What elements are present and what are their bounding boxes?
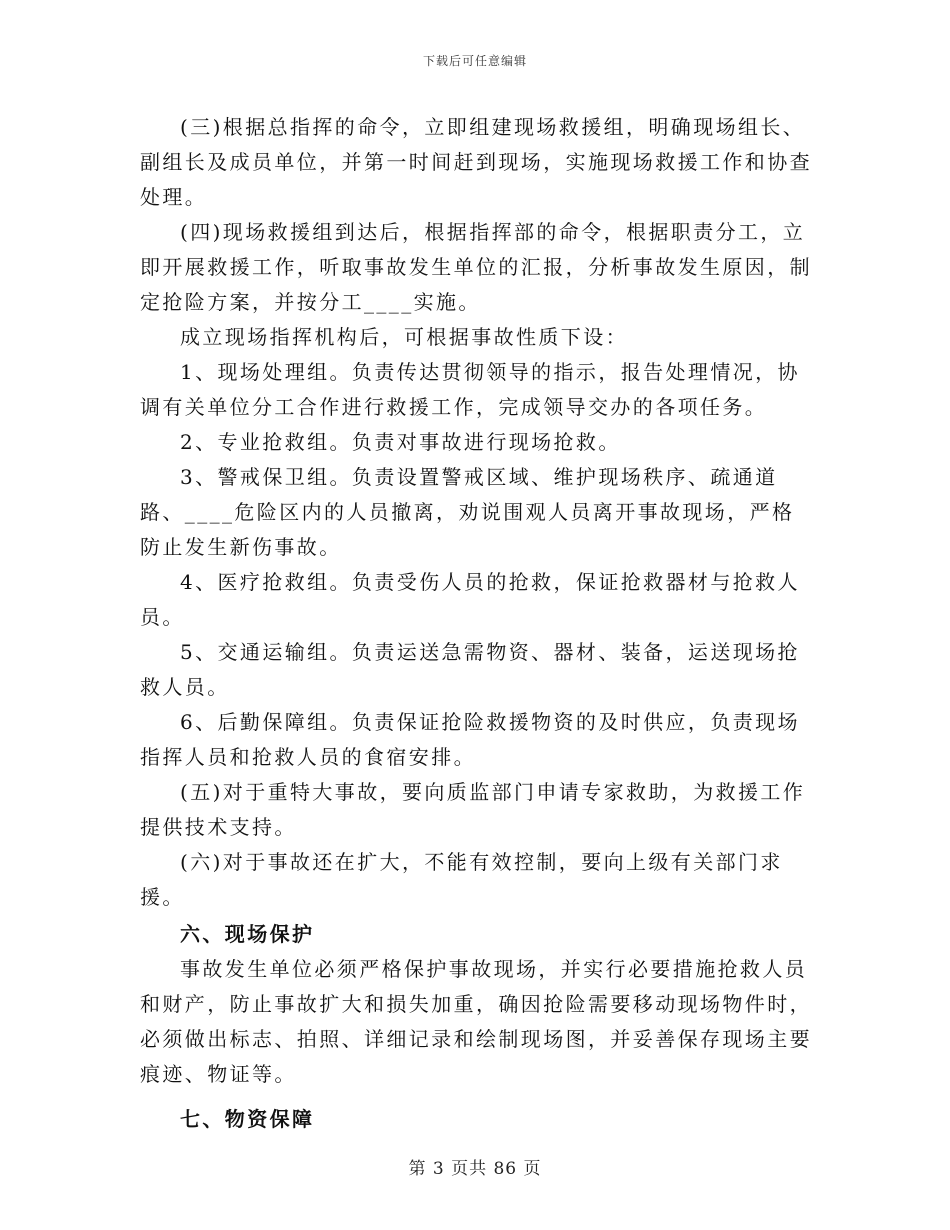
paragraph-6: (六)对于事故还在扩大，不能有效控制，要向上级有关部门求援。 — [140, 850, 783, 909]
paragraph-group-5: 5、交通运输组。负责运送急需物资、器材、装备，运送现场抢救人员。 — [140, 640, 800, 699]
paragraph-4: (四)现场救援组到达后，根据指挥部的命令，根据职责分工，立即开展救援工作，听取事故发生单位的汇报，分析事故发生原因，制定抢险方案，并按分工____实施。 — [140, 220, 812, 314]
paragraph-group-1: 1、现场处理组。负责传达贯彻领导的指示，报告处理情况，协调有关单位分工合作进行救援工作，完成领导交办的各项任务。 — [140, 360, 800, 419]
section-heading-material-support: 七、物资保障 — [180, 1107, 315, 1131]
paragraph-subgroups-intro: 成立现场指挥机构后，可根据事故性质下设： — [180, 325, 628, 349]
paragraph-3: (三)根据总指挥的命令，立即组建现场救援组，明确现场组长、副组长及成员单位，并第一时间赶到现场，实施现场救援工作和协查处理。 — [140, 115, 812, 209]
page-header: 下载后可任意编辑 — [422, 54, 527, 68]
document-body — [140, 110, 812, 1137]
page-number: 第 3 页共 86 页 — [408, 1159, 542, 1179]
paragraph-group-3: 3、警戒保卫组。负责设置警戒区域、维护现场秩序、疏通道路、____危险区内的人员撤离，劝说围观人员离开事故现场，严格防止发生新伤事故。 — [140, 465, 795, 559]
paragraph-group-6: 6、后勤保障组。负责保证抢险救援物资的及时供应，负责现场指挥人员和抢救人员的食宿安排。 — [140, 710, 800, 769]
paragraph-group-4: 4、医疗抢救组。负责受伤人员的抢救，保证抢救器材与抢救人员。 — [140, 570, 800, 629]
paragraph-group-2: 2、专业抢救组。负责对事故进行现场抢救。 — [180, 430, 621, 454]
section-heading-scene-protection: 六、现场保护 — [180, 922, 315, 946]
paragraph-scene-protection: 事故发生单位必须严格保护事故现场，并实行必要措施抢救人员和财产，防止事故扩大和损失加重，确因抢险需要移动现场物件时，必须做出标志、拍照、详细记录和绘制现场图，并妥善保存现场主要痕迹、物证等。 — [140, 957, 812, 1086]
paragraph-5: (五)对于重特大事故，要向质监部门申请专家救助，为救援工作提供技术支持。 — [140, 780, 806, 839]
